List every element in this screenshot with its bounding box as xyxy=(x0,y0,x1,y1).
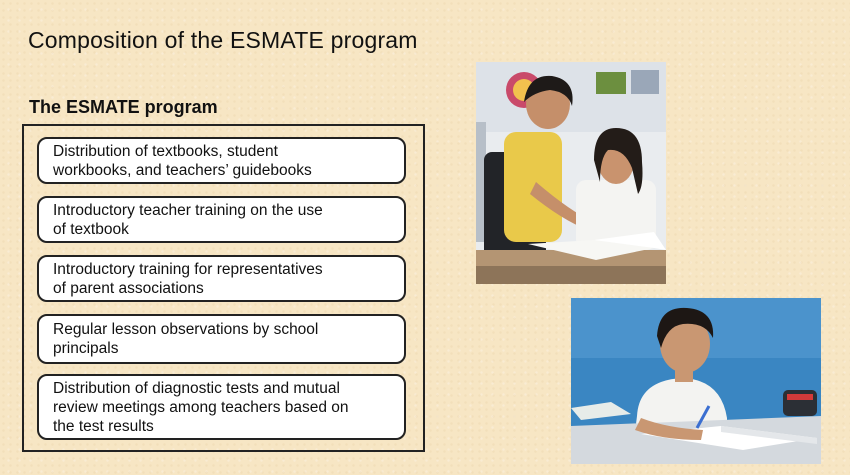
program-item-line: Distribution of diagnostic tests and mutual xyxy=(53,379,340,397)
program-item-line: Introductory teacher training on the use xyxy=(53,201,323,219)
program-item-line: Introductory training for representatives xyxy=(53,260,323,278)
program-item-textbooks xyxy=(37,137,406,184)
program-item-text xyxy=(53,142,312,180)
program-item-diagnostic-tests xyxy=(37,374,406,440)
program-item-line: of textbook xyxy=(53,220,129,238)
slide-title: Composition of the ESMATE program xyxy=(28,27,418,53)
teacher-student-illustration xyxy=(476,62,666,284)
program-item-text xyxy=(53,320,318,358)
program-item-text xyxy=(53,201,323,239)
program-item-line: the test results xyxy=(53,417,154,435)
program-item-line: Distribution of textbooks, student xyxy=(53,142,278,160)
teacher-student-photo xyxy=(476,62,666,284)
program-item-line: principals xyxy=(53,340,119,357)
program-item-line: of parent associations xyxy=(53,279,204,297)
section-heading: The ESMATE program xyxy=(29,97,218,117)
student-writing-illustration xyxy=(571,298,821,464)
program-item-parent-training xyxy=(37,255,406,302)
program-item-line: Regular lesson observations by school xyxy=(53,321,319,338)
program-item-line: workbooks, and teachers’ guidebooks xyxy=(53,161,312,179)
program-item-lesson-observations xyxy=(37,314,406,364)
student-writing-photo xyxy=(571,298,821,464)
program-item-teacher-training xyxy=(37,196,406,243)
program-item-text xyxy=(53,260,323,298)
program-item-text xyxy=(53,379,349,436)
program-item-line: review meetings among teachers based on xyxy=(53,398,349,416)
